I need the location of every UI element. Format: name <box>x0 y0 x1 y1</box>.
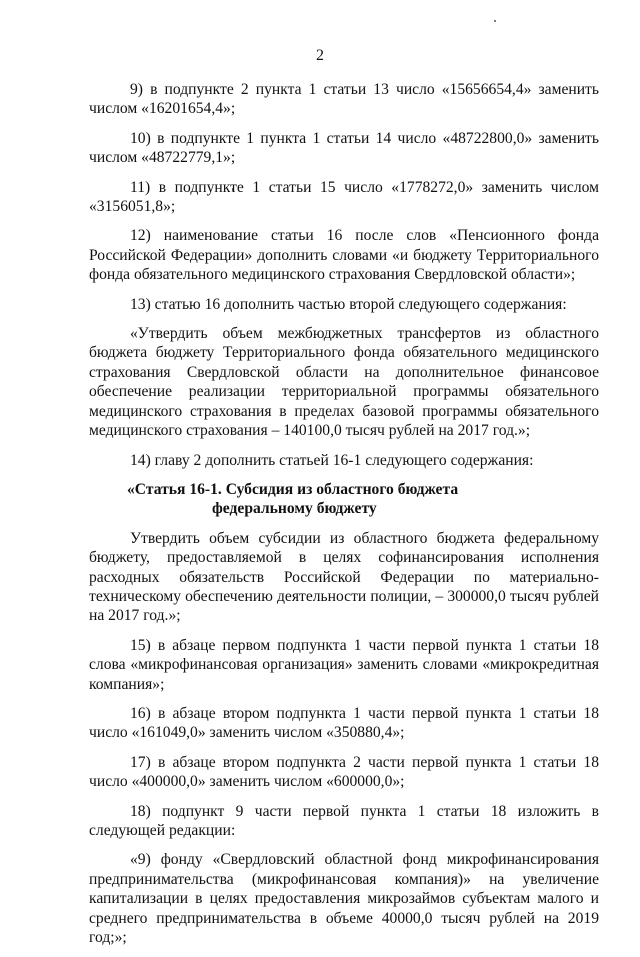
paragraph-subsidy: Утвердить объем субсидии из областного бюджета федеральному бюджету, предоставляемой в целях софинансирования исполнения расходных обязательств Российской Федерации по материально-техническому обеспечению деятельности полиции, – 300000,0 тысяч рублей на 2017 год.»; <box>89 529 599 625</box>
paragraph-item-18: 18) подпункт 9 части первой пункта 1 статьи 18 изложить в следующей редакции: <box>89 802 599 839</box>
paragraph-item-13: 13) статью 16 дополнить частью второй следующего содержания: <box>130 295 567 313</box>
paragraph-item-11: 11) в подпункте 1 статьи 15 число «1778272,0» заменить числом «3156051,8»; <box>89 178 599 216</box>
page-number: 2 <box>316 47 324 64</box>
paragraph-item-12: 12) наименование статьи 16 после слов «Пенсионного фонда Российской Федерации» дополнить словами «и бюджету Территориального фонда обязательного медицинского страхования Свердловской области»; <box>89 227 599 284</box>
article-heading-line2: федеральному бюджету <box>212 500 377 518</box>
paragraph-item-14: 14) главу 2 дополнить статьей 16-1 следующего содержания: <box>130 451 534 469</box>
paragraph-item-9: 9) в подпункте 2 пункта 1 статьи 13 число «15656654,4» заменить числом «16201654,4»; <box>89 81 599 118</box>
paragraph-quote-transfers: «Утвердить объем межбюджетных трансфертов из областного бюджета бюджету Территориального фонда обязательного медицинского страхования Свердловской области на дополнительное финансовое обеспечение реализации территориальной программы обязательного медицинского страхования в пределах базовой программы обязательного медицинского страхования – 140100,0 тысяч рублей на 2017 год.»; <box>89 325 599 440</box>
article-heading-line1: «Статья 16-1. Субсидия из областного бюджета <box>127 480 459 498</box>
article-heading <box>89 480 599 519</box>
paragraph-item-17: 17) в абзаце втором подпункта 2 части первой пункта 1 статьи 18 число «400000,0» заменить числом «600000,0»; <box>89 753 599 791</box>
scan-speck <box>494 20 496 22</box>
paragraph-item-9-fund: «9) фонду «Свердловский областной фонд микрофинансирования предпринимательства (микрофинансовая компания)» на увеличение капитализации в целях предоставления микрозаймов субъектам малого и среднего предпринимательства в объеме 40000,0 тысяч рублей на 2019 год;»; <box>89 851 599 947</box>
document-body <box>89 80 599 957</box>
paragraph-item-15: 15) в абзаце первом подпункта 1 части первой пункта 1 статьи 18 слова «микрофинансовая организация» заменить словами «микрокредитная компания»; <box>89 636 599 693</box>
paragraph-item-16: 16) в абзаце втором подпункта 1 части первой пункта 1 статьи 18 число «161049,0» заменить числом «350880,4»; <box>89 704 599 742</box>
paragraph-item-10: 10) в подпункте 1 пункта 1 статьи 14 число «48722800,0» заменить числом «48722779,1»; <box>89 129 599 167</box>
